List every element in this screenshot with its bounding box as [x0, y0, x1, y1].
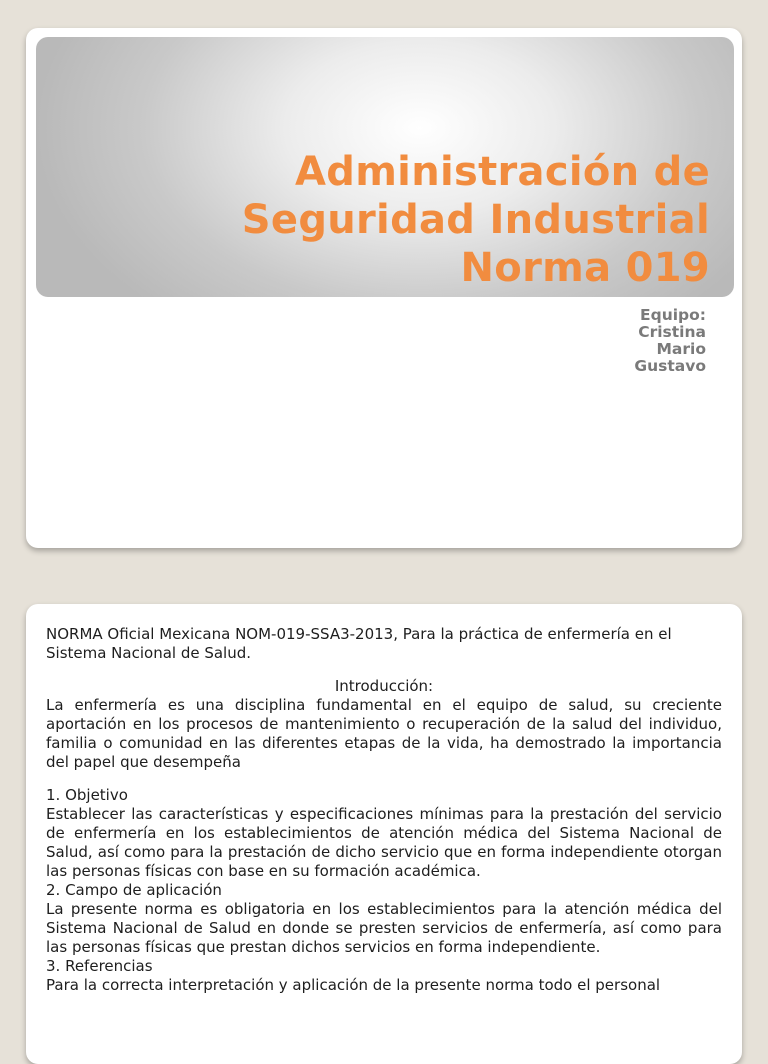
title-line-1: Administración de [295, 149, 710, 195]
section-title: 3. Referencias [46, 957, 153, 975]
section-text: Para la correcta interpretación y aplicación de la presente norma todo el personal [46, 976, 661, 994]
team-member-mario: Mario [656, 340, 706, 358]
intro-text: La enfermería es una disciplina fundamental en el equipo de salud, su creciente aportación en los procesos de mantenimiento o recuperación de la salud del individuo, familia o comunidad en las diferentes etapas de la vida, ha demostrado la importancia del papel que desempeña [46, 696, 722, 771]
section-text: La presente norma es obligatoria en los establecimientos para la atención médica del Sistema Nacional de Salud en donde se presten servicios de enfermería, así como para las personas físicas que prestan dichos servicios en forma independiente. [46, 900, 722, 956]
section-objetivo [46, 786, 722, 881]
title-slide [26, 28, 742, 548]
slide-title [242, 148, 710, 292]
team-list [634, 307, 706, 375]
team-label: Equipo: [640, 306, 706, 324]
title-line-2: Seguridad Industrial [241, 197, 710, 243]
section-text: Establecer las características y especificaciones mínimas para la prestación del servicio de enfermería en los establecimientos de atención médica del Sistema Nacional de Salud, así como para la prestación de dicho servicio que en forma independiente otorgan las personas físicas con base en su formación académica. [46, 805, 722, 880]
document-text [46, 625, 722, 995]
section-campo-aplicacion [46, 881, 722, 957]
section-referencias [46, 957, 722, 995]
team-member-gustavo: Gustavo [634, 357, 706, 375]
norm-heading: NORMA Oficial Mexicana NOM-019-SSA3-2013, Para la práctica de enfermería en el Sistema Nacional de Salud. [46, 625, 672, 662]
team-member-cristina: Cristina [638, 323, 706, 341]
section-title: 1. Objetivo [46, 786, 128, 804]
title-line-3: Norma 019 [460, 245, 710, 291]
section-title: 2. Campo de aplicación [46, 881, 222, 899]
intro-title: Introducción: [334, 677, 434, 695]
content-slide [26, 604, 742, 1064]
